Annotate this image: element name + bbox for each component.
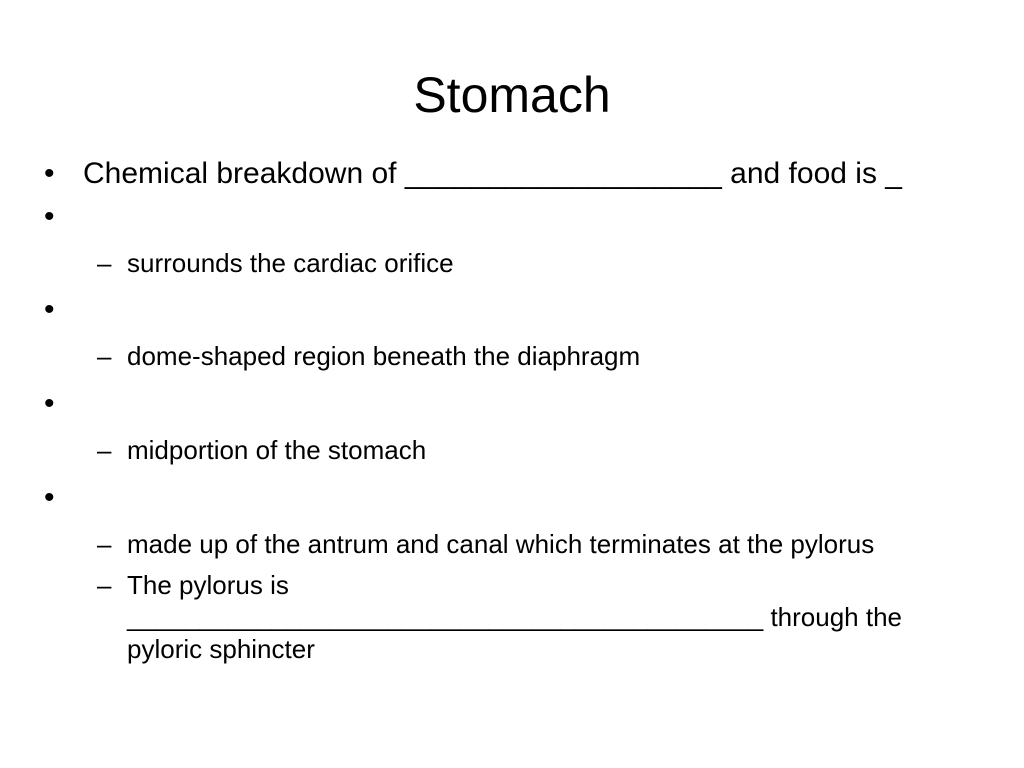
slide-title: Stomach (413, 67, 611, 123)
sub-bullet-marker: – (97, 435, 112, 465)
sub-bullet-item (44, 569, 927, 665)
sub-bullet-text: made up of the antrum and canal which terminates at the pylorus (127, 529, 875, 559)
bullet-item-cardia (44, 199, 944, 234)
bullet-marker: • (44, 200, 55, 233)
sub-bullet-item (44, 247, 927, 279)
bullet-item-body (44, 386, 944, 421)
sub-bullet-text: surrounds the cardiac orifice (127, 248, 454, 278)
sub-bullet-text: midportion of the stomach (127, 435, 427, 465)
bullet-list (44, 156, 944, 665)
bullet-marker: • (44, 293, 55, 326)
bullet-marker: • (44, 481, 55, 514)
sub-bullet-marker: – (97, 341, 112, 371)
sub-bullet-marker: – (97, 570, 112, 600)
sub-bullet-item (44, 528, 927, 560)
sub-bullet-text: The pylorus is ____________________________________________ through the pyloric sphincter (127, 570, 903, 664)
sub-bullet-item (44, 340, 927, 372)
sub-bullet-marker: – (97, 529, 112, 559)
sub-bullet-marker: – (97, 248, 112, 278)
sub-bullet-item (44, 434, 927, 466)
bullet-marker: • (44, 387, 55, 420)
bullet-item-chemical-breakdown (44, 156, 944, 191)
sub-bullet-text: dome-shaped region beneath the diaphragm (127, 341, 641, 371)
bullet-text: Chemical breakdown of ___________________ and food is _ (83, 157, 902, 190)
bullet-item-fundus (44, 292, 944, 327)
bullet-item-pyloric-part (44, 480, 944, 515)
bullet-marker: • (44, 157, 55, 190)
